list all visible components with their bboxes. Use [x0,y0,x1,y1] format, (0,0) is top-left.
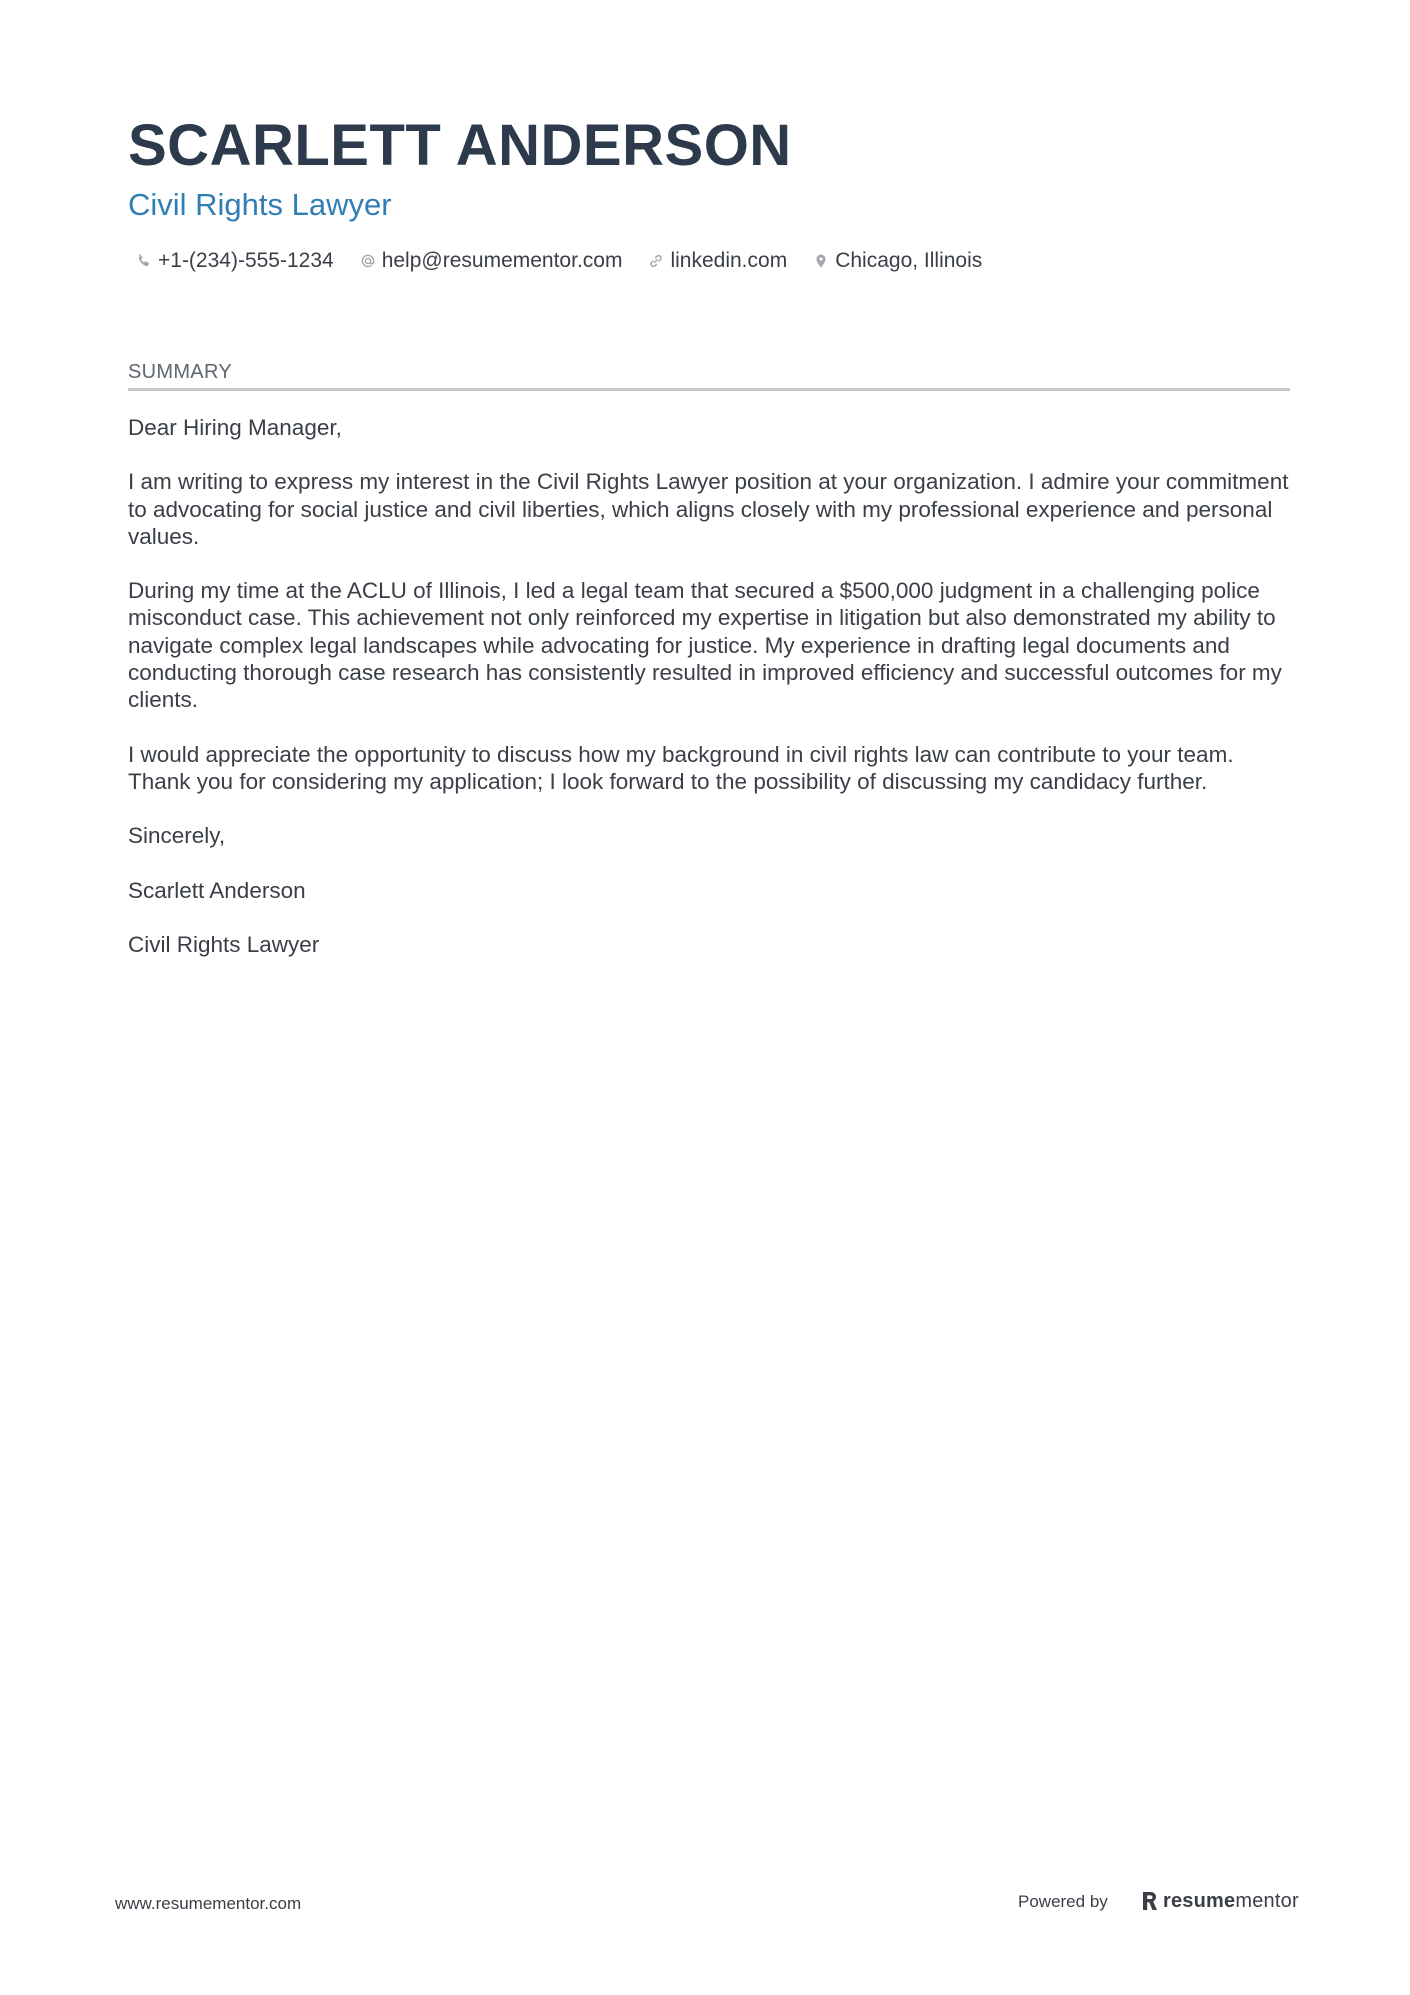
resumementor-logo-icon [1141,1890,1159,1912]
footer-url-link[interactable]: www.resumementor.com [115,1894,302,1913]
at-icon [360,253,376,269]
contact-location-text: Chicago, Illinois [835,249,983,272]
letter-closing: Sincerely, [128,823,226,849]
contact-location [813,249,982,273]
letter-greeting: Dear Hiring Manager, [128,415,342,440]
candidate-name: SCARLETT ANDERSON [128,113,792,178]
contact-linkedin[interactable] [648,249,787,273]
letter-paragraph: During my time at the ACLU of Illinois, I led a legal team that secured a $500,000 judgment in a challenging police misconduct case. This achievement not only reinforced my expertise in litigation but also demonstrated my ability to navigate complex legal landscapes while advocating for justice. My experience in drafting legal documents and conducting thorough case research has consistently resulted in improved efficiency and successful outcomes for my clients. [128,578,1282,713]
brand-wordmark [1163,1890,1299,1913]
contact-phone-text: +1-(234)-555-1234 [158,249,334,272]
summary-heading: SUMMARY [128,360,1290,391]
contact-bar [136,246,1008,276]
signature-name: Scarlett Anderson [128,877,306,903]
contact-linkedin-text[interactable]: linkedin.com [670,249,788,272]
letter-body [128,414,1298,985]
powered-by-label: Powered by [1018,1892,1108,1911]
brand-wordmark-regular: mentor [1235,1889,1299,1912]
letter-paragraph: I am writing to express my interest in the Civil Rights Lawyer position at your organization. I admire your commitment to advocating for social justice and civil liberties, which aligns closely with my professional experience and personal values. [128,469,1289,549]
brand-logo[interactable] [1141,1886,1299,1916]
signature-title: Civil Rights Lawyer [128,931,320,957]
location-pin-icon [813,253,829,269]
brand-wordmark-bold: resume [1163,1889,1236,1912]
phone-icon [136,253,152,269]
contact-email-text[interactable]: help@resumementor.com [381,249,623,272]
contact-phone [136,249,334,273]
link-icon [648,253,664,269]
contact-email[interactable] [360,249,623,273]
candidate-role: Civil Rights Lawyer [128,187,392,222]
letter-paragraph: I would appreciate the opportunity to discuss how my background in civil rights law can contribute to your team. Thank you for considering my application; I look forward to the possibility of discussing my candidacy further. [128,741,1234,794]
